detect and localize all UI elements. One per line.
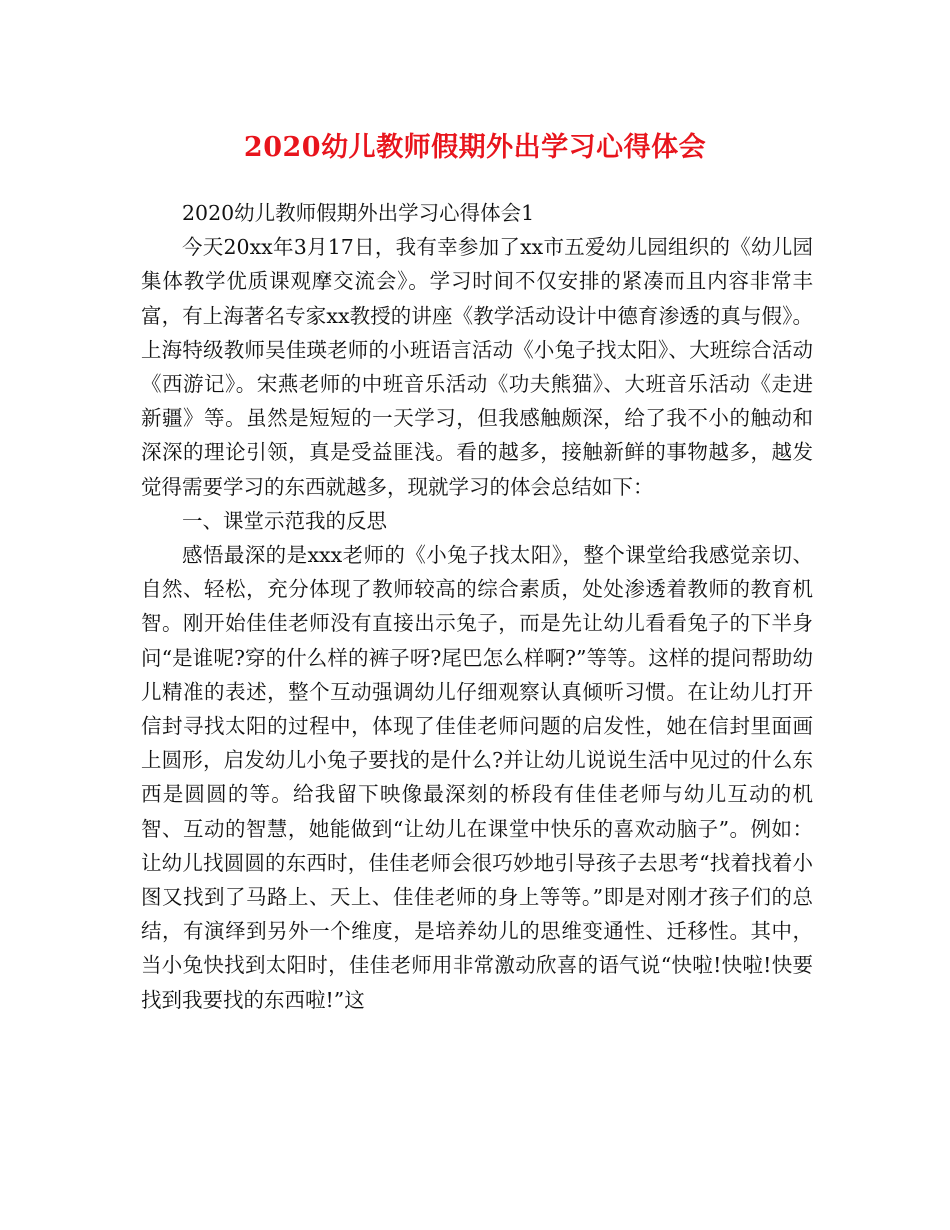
section-heading-1: 一、课堂示范我的反思 — [182, 508, 387, 533]
paragraph-subtitle: 2020幼儿教师假期外出学习心得体会1 — [182, 201, 535, 225]
paragraph-intro: 今天20xx年3月17日，我有幸参加了xx市五爱幼儿园组织的《幼儿园集体教学优质课观摩交流会》。学习时间不仅安排的紧凑而且内容非常丰富，有上海著名专家xx教授的讲座《教学活动设计中德育渗透的真与假》。上海特级教师吴佳瑛老师的小班语言活动《小兔子找太阳》、大班综合活动《西游记》。宋燕老师的中班音乐活动《功夫熊猫》、大班音乐活动《走进新疆》等。虽然是短短的一天学习，但我感触颇深，给了我不小的触动和深深的理论引领，真是受益匪浅。看的越多，接触新鲜的事物越多，越发觉得需要学习的东西就越多，现就学习的体会总结如下： — [141, 235, 813, 499]
document-body — [141, 196, 813, 1017]
paragraph-reflection: 感悟最深的是xxx老师的《小兔子找太阳》，整个课堂给我感觉亲切、自然、轻松，充分体现了教师较高的综合素质，处处渗透着教师的教育机智。刚开始佳佳老师没有直接出示兔子，而是先让幼儿看看兔子的下半身问“是谁呢?穿的什么样的裤子呀?尾巴怎么样啊?”等等。这样的提问帮助幼儿精准的表述，整个互动强调幼儿仔细观察认真倾听习惯。在让幼儿打开信封寻找太阳的过程中，体现了佳佳老师问题的启发性，她在信封里面画上圆形，启发幼儿小兔子要找的是什么?并让幼儿说说生活中见过的什么东西是圆圆的等。给我留下映像最深刻的桥段有佳佳老师与幼儿互动的机智、互动的智慧，她能做到“让幼儿在课堂中快乐的喜欢动脑子”。例如：让幼儿找圆圆的东西时，佳佳老师会很巧妙地引导孩子去思考“找着找着小图又找到了马路上、天上、佳佳老师的身上等等。”即是对刚才孩子们的总结，有演绎到另外一个维度，是培养幼儿的思维变通性、迁移性。其中，当小兔快找到太阳时，佳佳老师用非常激动欣喜的语气说“快啦!快啦!快要找到我要找的东西啦!”这 — [141, 543, 813, 1012]
document-title: 2020幼儿教师假期外出学习心得体会 — [243, 132, 707, 163]
